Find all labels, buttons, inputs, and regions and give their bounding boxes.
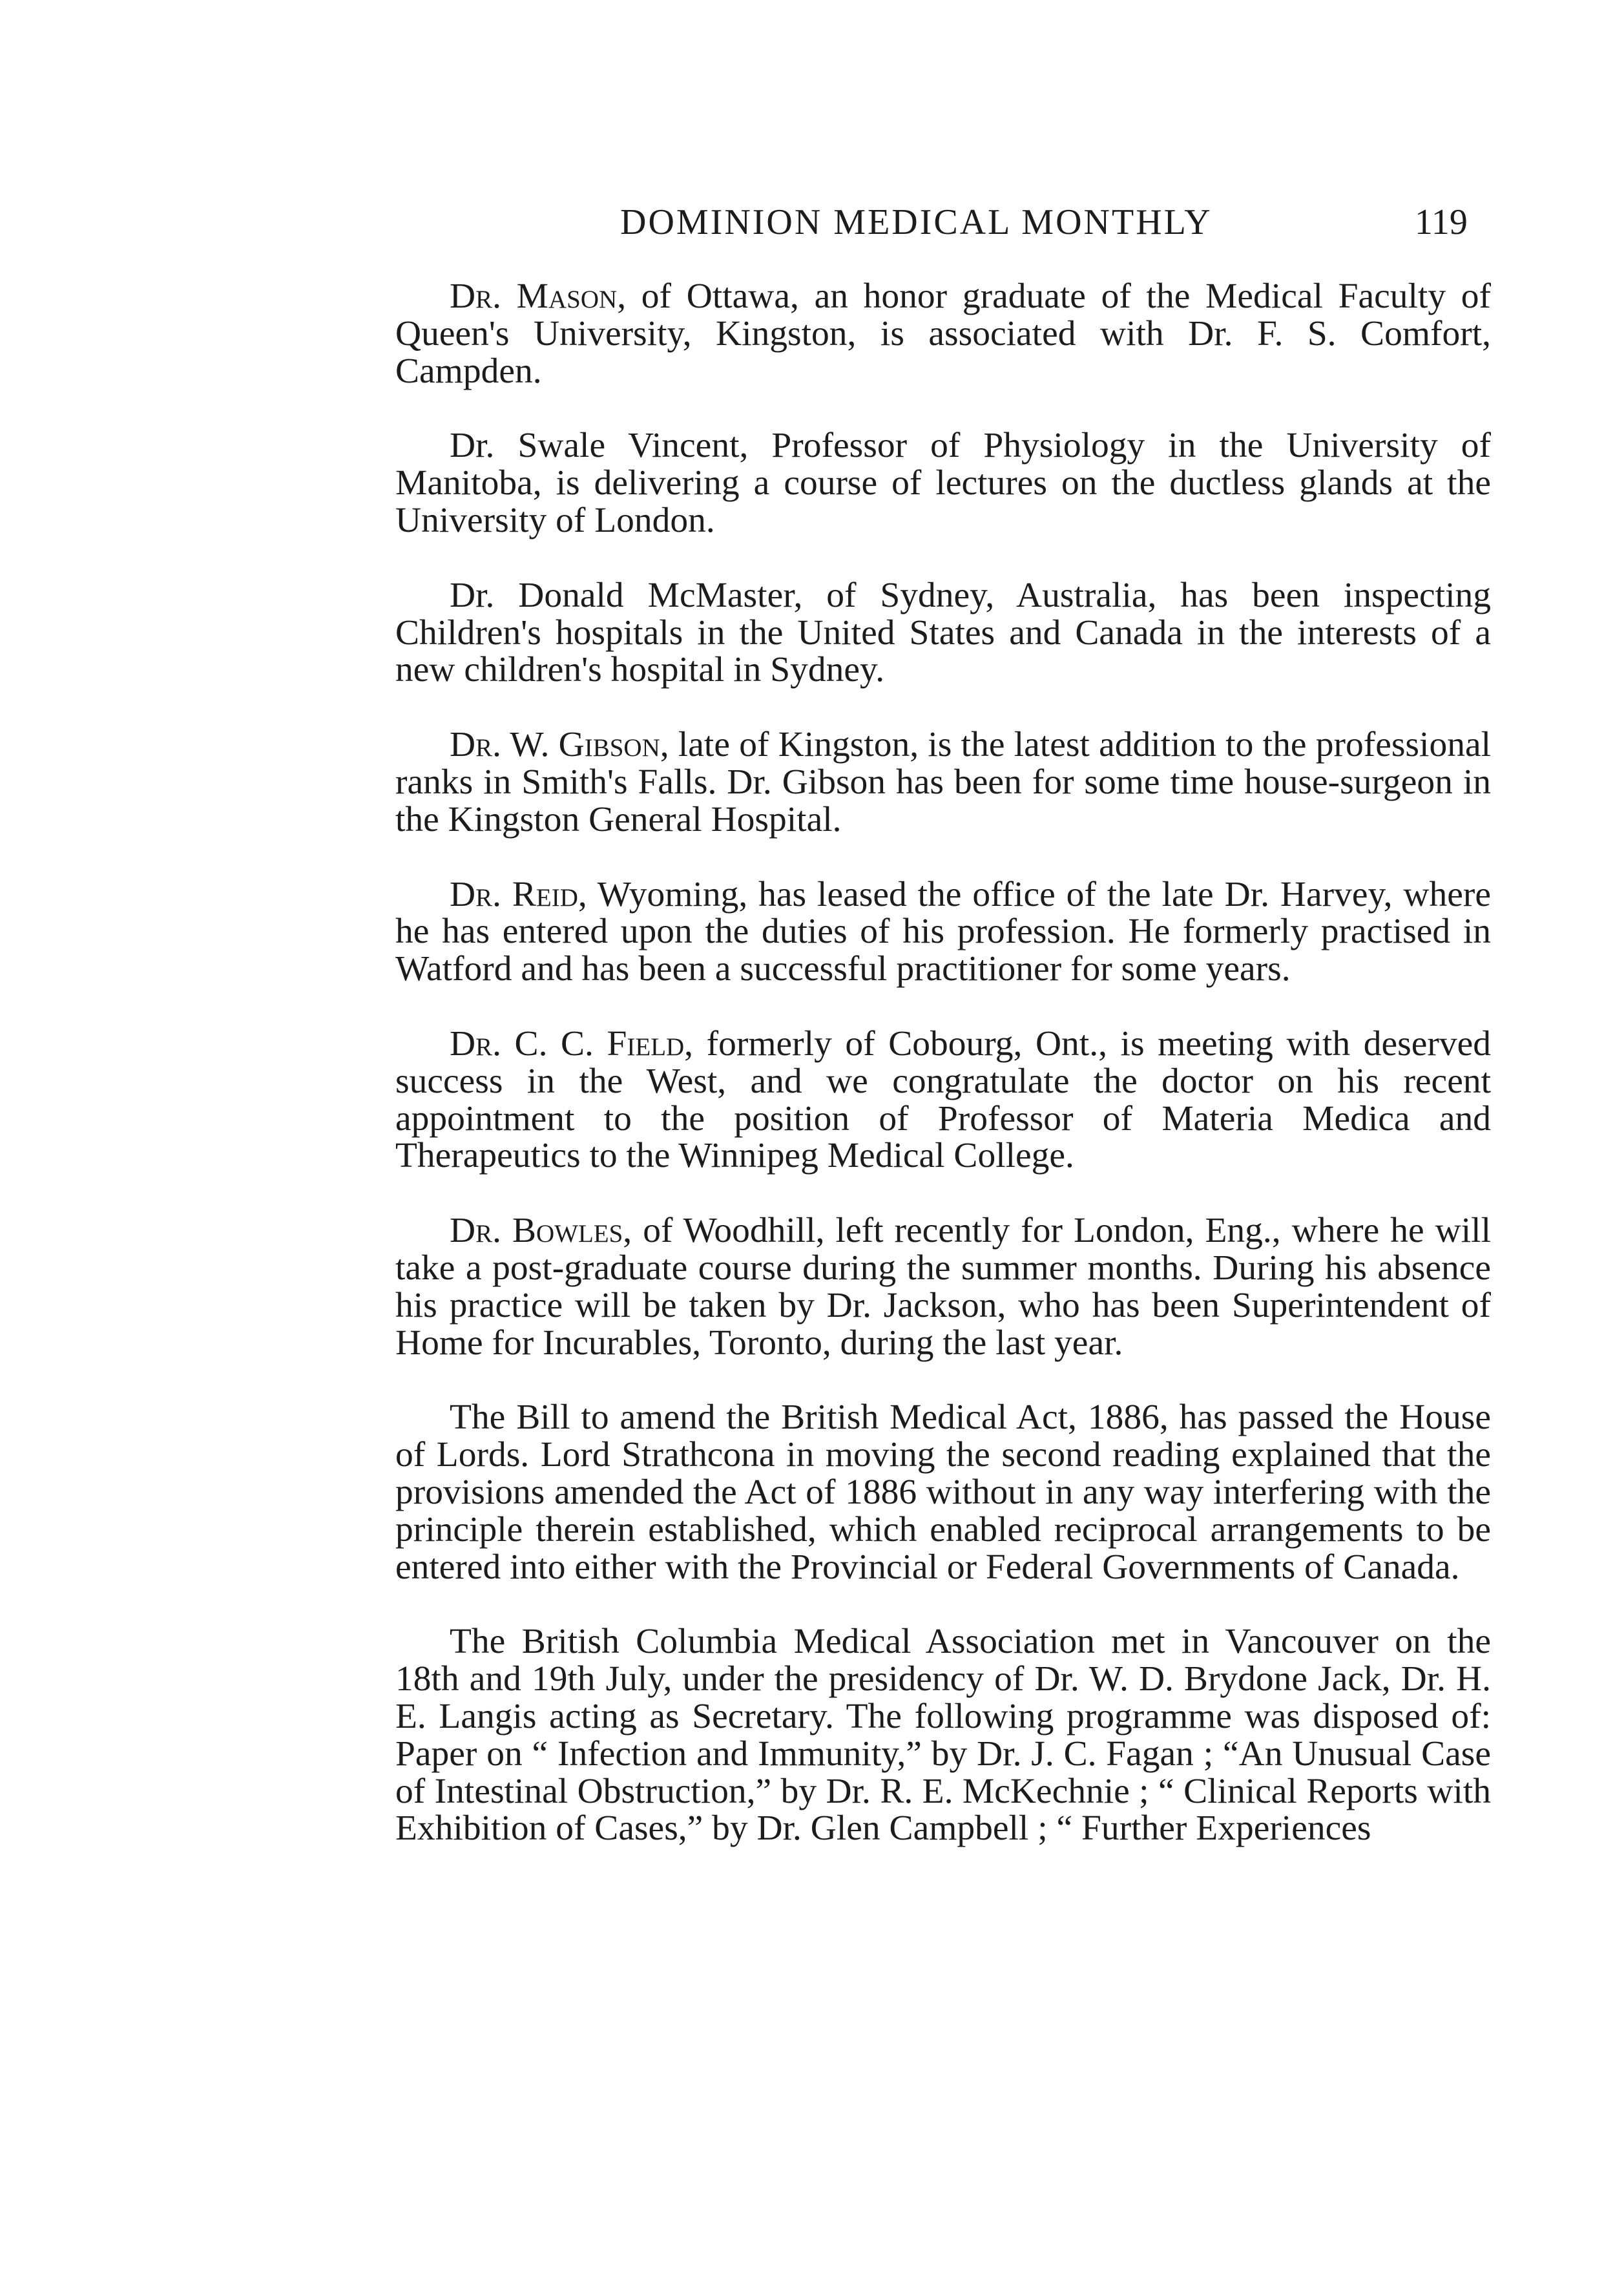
paragraph-text: formerly of Cobourg, Ont., is meeting with deserved success in the West, and we congratulate the doctor on his recent appointment to the position of Professor of Materia Medica and Therapeutics to the Winnipeg Medical College. — [395, 1023, 1491, 1176]
paragraph-lead: Dr. C. C. Field, — [450, 1023, 694, 1064]
paragraph-text: late of Kingston, is the latest addition to the professional ranks in Smith's Falls. Dr. Gibson has been for some time house-surgeon in the Kingston General Hospital. — [395, 725, 1491, 839]
paragraph-text: The Bill to amend the British Medical Act, 1886, has passed the House of Lords. Lord Strathcona in moving the second reading explained that the provisions amended the Act of 1886 without in any way interfering with the principle therein established, which enabled reciprocal arrangements to be entered into either with the Provincial or Federal Governments of Canada. — [395, 1398, 1491, 1587]
paragraph-lead: Dr. Mason, — [450, 277, 627, 316]
paragraph-lead: Dr. Bowles, — [450, 1211, 632, 1251]
paragraph — [395, 278, 1491, 390]
paragraph-text: Dr. Donald McMaster, of Sydney, Australia, has been inspecting Children's hospitals in the United States and Canada in the interests of a new children's hospital in Sydney. — [395, 575, 1491, 690]
paragraph-lead: Dr. W. Gibson, — [450, 725, 669, 765]
running-head: DOMINION MEDICAL MONTHLY — [620, 202, 1213, 242]
paragraph — [395, 577, 1491, 689]
paragraph — [395, 726, 1491, 838]
body-text — [395, 278, 1491, 1885]
paragraph-lead: Dr. Reid, — [450, 874, 587, 914]
paragraph-text: of Ottawa, an honor graduate of the Medical Faculty of Queen's University, Kingston, is associated with Dr. F. S. Comfort, Campden. — [395, 277, 1492, 391]
paragraph — [395, 427, 1491, 539]
page-number: 119 — [1415, 202, 1468, 242]
paragraph-text: of Woodhill, left recently for London, Eng., where he will take a post-graduate course during the summer months. During his absence his practice will be taken by Dr. Jackson, who has been Superintendent of Home for Incurables, Toronto, during the last year. — [395, 1211, 1491, 1363]
paragraph — [395, 1025, 1491, 1175]
paragraph-text: Wyoming, has leased the office of the late Dr. Harvey, where he has entered upon the duties of his profession. He formerly practised in Watford and has been a successful practitioner for some years. — [395, 874, 1491, 989]
paragraph — [395, 876, 1491, 988]
paragraph — [395, 1399, 1491, 1586]
paragraph-text: The British Columbia Medical Association met in Vancouver on the 18th and 19th July, under the presidency of Dr. W. D. Brydone Jack, Dr. H. E. Langis acting as Secretary. The following programme was disposed of: Paper on “ Infection and Immunity,” by Dr. J. C. Fagan ; “An Unusual Case of Intestinal Obstruction,” by Dr. R. E. McKechnie ; “ Clinical Reports with Exhibition of Cases,” by Dr. Glen Campbell ; “ Further Experiences — [395, 1622, 1491, 1849]
paragraph-text: Dr. Swale Vincent, Professor of Physiology in the University of Manitoba, is delivering a course of lectures on the ductless glands at the University of London. — [395, 426, 1491, 540]
paragraph — [395, 1212, 1491, 1361]
paragraph — [395, 1623, 1491, 1847]
